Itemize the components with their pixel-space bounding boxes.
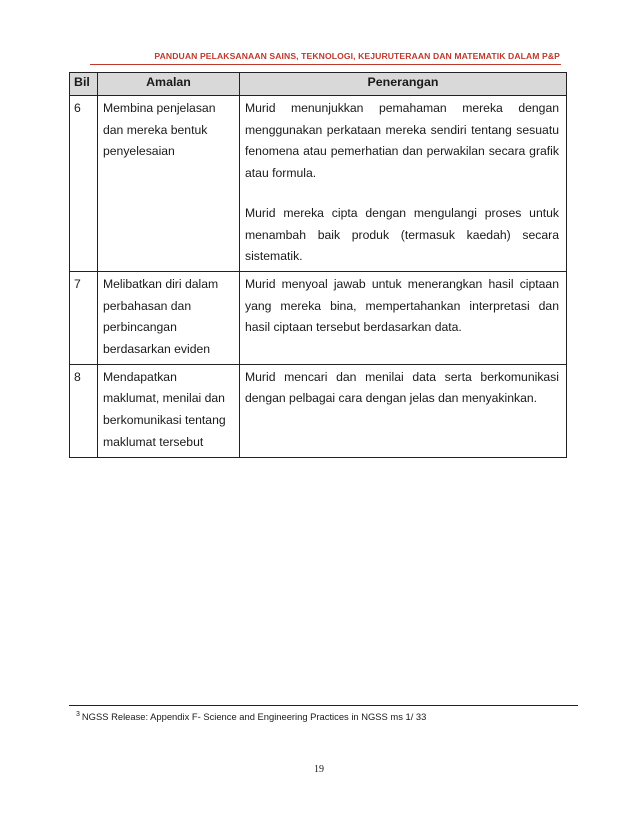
page-number: 19 [314, 764, 324, 775]
row-number: 8 [70, 364, 98, 457]
penerangan-paragraph: Murid mereka cipta dengan mengulangi proses untuk menambah baik produk (termasuk kaedah) secara sistematik. [245, 205, 559, 264]
penerangan-paragraph: Murid menunjukkan pemahaman mereka dengan menggunakan perkataan mereka sendiri tentang sesuatu fenomena atau pemerhatian dan perwakilan secara grafik atau formula. [245, 101, 559, 181]
table-row [70, 96, 567, 272]
table-header-row [70, 73, 567, 96]
running-header: PANDUAN PELAKSANAAN SAINS, TEKNOLOGI, KEJURUTERAAN DAN MATEMATIK DALAM P&P [154, 51, 560, 61]
penerangan-paragraph: Murid menyoal jawab untuk menerangkan hasil ciptaan yang mereka bina, mempertahankan interpretasi dan hasil ciptaan tersebut berdasarkan data. [245, 276, 559, 335]
row-number: 6 [70, 96, 98, 272]
amalan-line: Melibatkan diri dalam [103, 276, 219, 291]
column-header-bil: Bil [70, 73, 98, 96]
footnote-text: NGSS Release: Appendix F- Science and Engineering Practices in NGSS ms 1/ 33 [81, 711, 427, 722]
row-penerangan [240, 96, 567, 272]
amalan-line: Mendapatkan [103, 369, 177, 384]
table-row [70, 271, 567, 364]
table-row [70, 364, 567, 457]
row-amalan [98, 271, 240, 364]
column-header-amalan: Amalan [98, 73, 240, 96]
penerangan-paragraph: Murid mencari dan menilai data serta berkomunikasi dengan pelbagai cara dengan jelas dan menyakinkan. [245, 369, 559, 406]
row-amalan [98, 96, 240, 272]
footnote-rule [69, 705, 578, 706]
header-rule [90, 64, 561, 65]
practices-table [69, 72, 567, 458]
column-header-penerangan: Penerangan [240, 73, 567, 96]
row-amalan [98, 364, 240, 457]
amalan-line: maklumat, menilai dan [103, 391, 225, 406]
row-number: 7 [70, 271, 98, 364]
amalan-line: penyelesaian [103, 144, 175, 159]
amalan-line: berkomunikasi tentang [103, 413, 226, 428]
amalan-line: maklumat tersebut [103, 434, 204, 449]
amalan-line: dan mereka bentuk [103, 122, 208, 137]
amalan-line: Membina penjelasan [103, 101, 216, 115]
row-penerangan [240, 271, 567, 364]
amalan-line: perbahasan dan [103, 298, 192, 313]
footnote [76, 711, 426, 722]
amalan-line: perbincangan [103, 320, 177, 335]
row-penerangan [240, 364, 567, 457]
amalan-line: berdasarkan eviden [103, 342, 211, 357]
footnote-number: 3 [76, 711, 80, 718]
